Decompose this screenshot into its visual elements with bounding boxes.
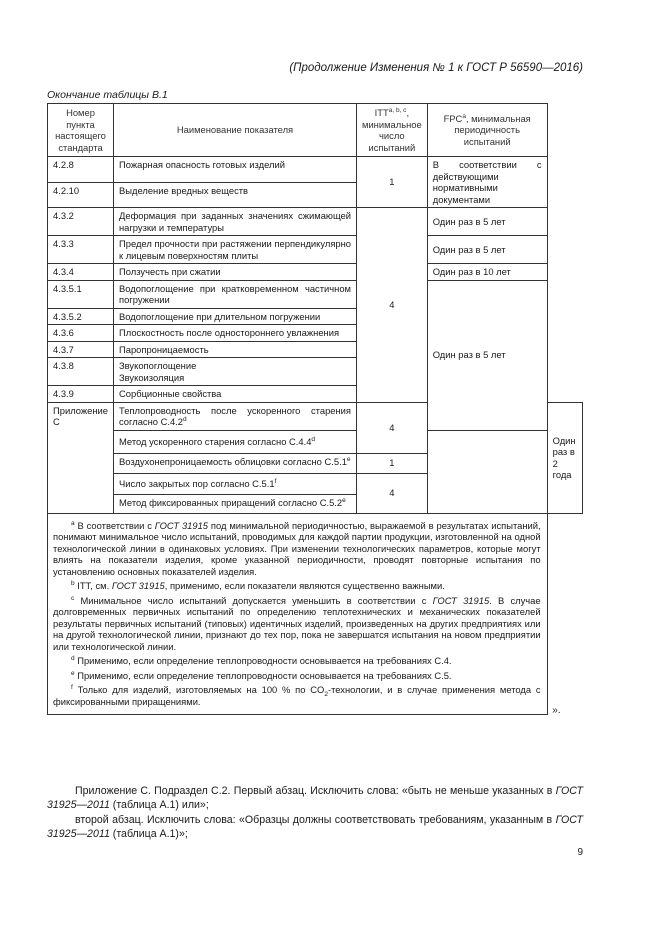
body-paragraph-1: Приложение С. Подраздел С.2. Первый абзац. Исключить слова: «быть не меньше указанных в ГОСТ 31925—2011 (таблица А.1) или»;: [47, 785, 583, 812]
row-name: Плоскостность после одностороннего увлажнения: [114, 325, 357, 342]
row-name: Теплопроводность после ускоренного старения согласно С.4.2$^d$: [114, 402, 357, 430]
itt-value: 4: [357, 473, 428, 513]
row-name: Ползучесть при сжатии: [114, 264, 357, 281]
row-code: 4.3.5.1: [48, 280, 114, 308]
table-row: [48, 454, 583, 474]
table-row: [48, 430, 583, 454]
note-a: $^a$ В соответствии с ГОСТ 31915 под минимальной периодичностью, выражаемой в результатах испытаний, понимают минимальное число испытаний, проводимых для каждой партии продукции, изготовленной на одной технологической линии в одинаковых условиях. При изменении технологических параметров, которые могут влиять на показатели изделия, кроме указанной периодичности, проводят повторные испытания по установлению основных показателей изделия.: [53, 519, 541, 577]
header-itt: ITT$^{a, b, c}$, минимальное число испытаний: [357, 104, 428, 157]
row-name: Звукопоглощение Звукоизоляция: [114, 358, 357, 386]
table-caption: Окончание таблицы В.1: [47, 89, 168, 101]
note-d: $^d$ Применимо, если определение теплопроводности основывается на требованиях С.4.: [71, 654, 452, 666]
row-name: Метод ускоренного старения согласно С.4.4$^d$: [114, 430, 357, 454]
body-paragraph-2: второй абзац. Исключить слова: «Образцы должны соответствовать требованиям, указанным в ГОСТ 31925—2011 (таблица А.1)»;: [47, 814, 583, 841]
closing-quote: ».: [552, 704, 561, 716]
fpc-value: Один раз в 2 года: [547, 402, 582, 513]
row-code: 4.3.2: [48, 208, 114, 236]
table-notes: [48, 513, 561, 716]
row-name: Деформация при заданных значениях сжимающей нагрузки и температуры: [114, 208, 357, 236]
table-row: [48, 473, 583, 495]
note-b: $^b$ ITT, см. ГОСТ 31915, применимо, если показатели являются существенно важными.: [71, 579, 445, 591]
table-row: [48, 157, 583, 183]
row-code: 4.2.10: [48, 182, 114, 208]
row-code: 4.3.3: [48, 236, 114, 264]
row-name: Пожарная опасность готовых изделий: [114, 157, 357, 183]
note-f: $^f$ Только для изделий, изготовляемых на 100 % по $CO_2$-технологии, и в случае применения метода с фиксированными приращениями.: [53, 683, 541, 707]
row-name: Паропроницаемость: [114, 341, 357, 358]
itt-value: 4: [357, 402, 428, 454]
table-header-row: [48, 104, 583, 157]
row-name: Водопоглощение при кратковременном частичном погружении: [114, 280, 357, 308]
page-header: (Продолжение Изменения № 1 к ГОСТ Р 56590—2016): [289, 62, 583, 74]
table-row: [48, 264, 583, 281]
row-code: 4.3.7: [48, 341, 114, 358]
header-fpc: FPC$^a$, минимальная периодичность испытаний: [427, 104, 547, 157]
row-name: Число закрытых пор согласно С.5.1$^f$: [114, 473, 357, 495]
row-name: Выделение вредных веществ: [114, 182, 357, 208]
row-code: 4.3.4: [48, 264, 114, 281]
row-code: 4.3.8: [48, 358, 114, 386]
row-code: 4.3.6: [48, 325, 114, 342]
table-notes-row: [48, 513, 583, 715]
fpc-value: Один раз в 5 лет: [427, 280, 547, 430]
page-number: 9: [577, 847, 583, 858]
itt-value: 1: [357, 454, 428, 474]
row-name: Водопоглощение при длительном погружении: [114, 308, 357, 325]
fpc-value: В соответствии с действующими нормативными документами: [427, 157, 547, 208]
row-name: Воздухонепроницаемость облицовки согласно С.5.1e: [114, 454, 357, 474]
note-e: $^e$ Применимо, если определение теплопроводности основывается на требованиях С.5.: [71, 669, 452, 681]
note-c: $^c$ Минимальное число испытаний допускается уменьшить в соответствии с ГОСТ 31915. В случае долговременных первичных испытаний по определению теплотехнических и механических показателей результаты первичных испытаний (типовых) идентичных изделий, произведенных на других предприятиях или на другой технологической линии, признают до тех пор, пока не завершатся испытания на новом предприятии или технологической линии.: [53, 594, 541, 652]
row-name: Сорбционные свойства: [114, 386, 357, 403]
fpc-value: Один раз в 10 лет: [427, 264, 547, 281]
row-name: Метод фиксированных приращений согласно С.5.2e: [114, 495, 357, 514]
row-code: 4.3.5.2: [48, 308, 114, 325]
fpc-value: Один раз в 5 лет: [427, 236, 547, 264]
row-name: Предел прочности при растяжении перпендикулярно к лицевым поверхностям плиты: [114, 236, 357, 264]
header-indicator-name: Наименование показателя: [114, 104, 357, 157]
itt-value: 1: [357, 157, 428, 208]
header-item-number: Номер пункта настоящего стандарта: [48, 104, 114, 157]
fpc-value: Один раз в 5 лет: [427, 208, 547, 236]
row-code: Приложение С: [48, 402, 114, 513]
itt-value: 4: [357, 208, 428, 403]
indicators-table: [47, 103, 583, 715]
row-code: 4.3.9: [48, 386, 114, 403]
table-row: [48, 236, 583, 264]
table-row: [48, 280, 583, 308]
table-row: [48, 208, 583, 236]
table-row: [48, 495, 583, 514]
row-code: 4.2.8: [48, 157, 114, 183]
